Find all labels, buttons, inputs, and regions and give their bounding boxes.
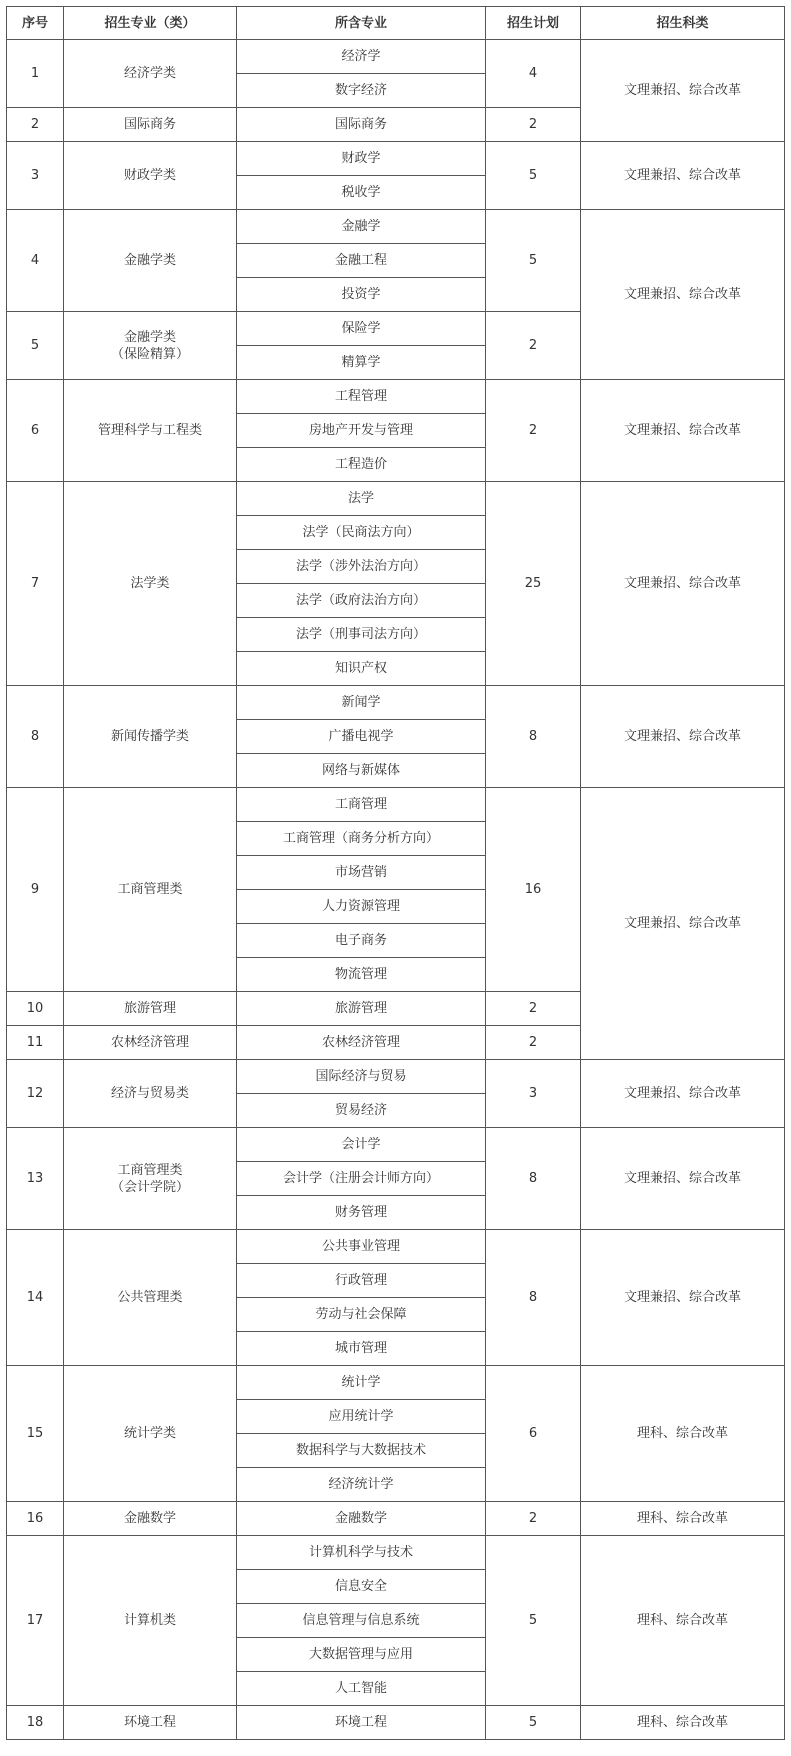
table-row (7, 40, 785, 74)
subject-category: 文理兼招、综合改革 (581, 1128, 785, 1230)
row-index: 15 (7, 1366, 64, 1502)
program-group-name-line: 经济与贸易类 (110, 1086, 189, 1101)
subject-category: 文理兼招、综合改革 (581, 1230, 785, 1366)
enrollment-count: 16 (486, 788, 581, 992)
table-row (7, 380, 785, 414)
enrollment-count: 2 (486, 992, 581, 1026)
row-index: 2 (7, 108, 64, 142)
major-name: 精算学 (237, 346, 486, 380)
program-group-name (64, 1706, 237, 1740)
program-group-name-line: 经济学类 (123, 66, 176, 81)
table-row (7, 482, 785, 516)
major-name: 电子商务 (237, 924, 486, 958)
major-name: 贸易经济 (237, 1094, 486, 1128)
subject-category: 文理兼招、综合改革 (581, 788, 785, 1060)
header-included-majors: 所含专业 (237, 7, 486, 40)
table-row (7, 788, 785, 822)
row-index: 17 (7, 1536, 64, 1706)
enrollment-count: 6 (486, 1366, 581, 1502)
program-group-name (64, 108, 237, 142)
enrollment-count: 3 (486, 1060, 581, 1128)
major-name: 人力资源管理 (237, 890, 486, 924)
row-index: 12 (7, 1060, 64, 1128)
program-group-name-line: （保险精算） (110, 346, 189, 362)
program-group-name-line: 农林经济管理 (110, 1035, 189, 1050)
program-group-name (64, 1502, 237, 1536)
program-group-name-line: 工商管理类 (117, 882, 183, 897)
major-name: 城市管理 (237, 1332, 486, 1366)
program-group-name (64, 380, 237, 482)
row-index: 3 (7, 142, 64, 210)
major-name: 环境工程 (237, 1706, 486, 1740)
table-row (7, 1366, 785, 1400)
major-name: 信息管理与信息系统 (237, 1604, 486, 1638)
major-name: 信息安全 (237, 1570, 486, 1604)
subject-category: 理科、综合改革 (581, 1366, 785, 1502)
enrollment-count: 8 (486, 686, 581, 788)
program-group-name-line: 金融学类 (123, 329, 176, 345)
table-row (7, 210, 785, 244)
subject-category: 文理兼招、综合改革 (581, 380, 785, 482)
program-group-name (64, 482, 237, 686)
row-index: 13 (7, 1128, 64, 1230)
subject-category: 文理兼招、综合改革 (581, 210, 785, 380)
table-row (7, 1230, 785, 1264)
enrollment-table-container (6, 6, 785, 1740)
row-index: 4 (7, 210, 64, 312)
program-group-name-line: 统计学类 (123, 1426, 176, 1441)
subject-category: 理科、综合改革 (581, 1706, 785, 1740)
major-name: 工商管理 (237, 788, 486, 822)
row-index: 6 (7, 380, 64, 482)
program-group-name (64, 1230, 237, 1366)
program-group-name-line: 财政学类 (123, 168, 176, 183)
row-index: 7 (7, 482, 64, 686)
major-name: 广播电视学 (237, 720, 486, 754)
major-name: 法学（民商法方向） (237, 516, 486, 550)
program-group-name (64, 312, 237, 380)
table-row (7, 1502, 785, 1536)
header-enrollment-plan: 招生计划 (486, 7, 581, 40)
major-name: 工商管理（商务分析方向） (237, 822, 486, 856)
major-name: 金融工程 (237, 244, 486, 278)
table-row (7, 1536, 785, 1570)
subject-category: 文理兼招、综合改革 (581, 142, 785, 210)
subject-category: 文理兼招、综合改革 (581, 482, 785, 686)
major-name: 公共事业管理 (237, 1230, 486, 1264)
major-name: 数字经济 (237, 74, 486, 108)
table-body (7, 40, 785, 1740)
program-group-name-line: 金融数学 (123, 1511, 176, 1526)
program-group-name-line: 计算机类 (123, 1613, 176, 1628)
program-group-name-line: 公共管理类 (117, 1290, 183, 1305)
enrollment-count: 5 (486, 1536, 581, 1706)
program-group-name (64, 1536, 237, 1706)
major-name: 经济学 (237, 40, 486, 74)
program-group-name (64, 686, 237, 788)
subject-category: 理科、综合改革 (581, 1536, 785, 1706)
program-group-name (64, 142, 237, 210)
major-name: 经济统计学 (237, 1468, 486, 1502)
major-name: 法学（涉外法治方向） (237, 550, 486, 584)
program-group-name-line: 金融学类 (123, 253, 176, 268)
major-name: 大数据管理与应用 (237, 1638, 486, 1672)
enrollment-count: 8 (486, 1128, 581, 1230)
major-name: 劳动与社会保障 (237, 1298, 486, 1332)
subject-category: 文理兼招、综合改革 (581, 40, 785, 142)
major-name: 法学（刑事司法方向） (237, 618, 486, 652)
program-group-name (64, 40, 237, 108)
row-index: 10 (7, 992, 64, 1026)
header-program-group: 招生专业（类） (64, 7, 237, 40)
enrollment-count: 2 (486, 1502, 581, 1536)
program-group-name (64, 788, 237, 992)
major-name: 网络与新媒体 (237, 754, 486, 788)
major-name: 财政学 (237, 142, 486, 176)
enrollment-count: 2 (486, 108, 581, 142)
subject-category: 理科、综合改革 (581, 1502, 785, 1536)
table-row (7, 1706, 785, 1740)
table-row (7, 1128, 785, 1162)
row-index: 16 (7, 1502, 64, 1536)
major-name: 保险学 (237, 312, 486, 346)
table-row (7, 142, 785, 176)
program-group-name (64, 992, 237, 1026)
program-group-name (64, 1026, 237, 1060)
program-group-name-line: 工商管理类 (117, 1162, 183, 1178)
program-group-name-line: 国际商务 (123, 117, 176, 132)
header-row (7, 7, 785, 40)
major-name: 金融学 (237, 210, 486, 244)
major-name: 会计学（注册会计师方向） (237, 1162, 486, 1196)
enrollment-count: 8 (486, 1230, 581, 1366)
major-name: 财务管理 (237, 1196, 486, 1230)
program-group-name (64, 1366, 237, 1502)
header-subject-category: 招生科类 (581, 7, 785, 40)
major-name: 计算机科学与技术 (237, 1536, 486, 1570)
table-row (7, 686, 785, 720)
major-name: 行政管理 (237, 1264, 486, 1298)
major-name: 法学 (237, 482, 486, 516)
row-index: 14 (7, 1230, 64, 1366)
major-name: 法学（政府法治方向） (237, 584, 486, 618)
header-index: 序号 (7, 7, 64, 40)
program-group-name-line: 新闻传播学类 (110, 729, 189, 744)
program-group-name (64, 210, 237, 312)
program-group-name (64, 1060, 237, 1128)
subject-category: 文理兼招、综合改革 (581, 1060, 785, 1128)
enrollment-plan-table (6, 6, 785, 1740)
enrollment-count: 5 (486, 210, 581, 312)
major-name: 旅游管理 (237, 992, 486, 1026)
major-name: 统计学 (237, 1366, 486, 1400)
enrollment-count: 4 (486, 40, 581, 108)
major-name: 数据科学与大数据技术 (237, 1434, 486, 1468)
major-name: 国际经济与贸易 (237, 1060, 486, 1094)
major-name: 人工智能 (237, 1672, 486, 1706)
major-name: 工程造价 (237, 448, 486, 482)
enrollment-count: 5 (486, 1706, 581, 1740)
major-name: 会计学 (237, 1128, 486, 1162)
enrollment-count: 5 (486, 142, 581, 210)
row-index: 8 (7, 686, 64, 788)
program-group-name-line: （会计学院） (110, 1179, 189, 1195)
major-name: 市场营销 (237, 856, 486, 890)
program-group-name-line: 法学类 (130, 576, 170, 591)
program-group-name-line: 管理科学与工程类 (97, 423, 202, 438)
major-name: 应用统计学 (237, 1400, 486, 1434)
program-group-name-line: 旅游管理 (123, 1001, 176, 1016)
major-name: 物流管理 (237, 958, 486, 992)
subject-category: 文理兼招、综合改革 (581, 686, 785, 788)
table-row (7, 1060, 785, 1094)
major-name: 知识产权 (237, 652, 486, 686)
major-name: 金融数学 (237, 1502, 486, 1536)
enrollment-count: 2 (486, 312, 581, 380)
major-name: 房地产开发与管理 (237, 414, 486, 448)
row-index: 1 (7, 40, 64, 108)
major-name: 国际商务 (237, 108, 486, 142)
enrollment-count: 2 (486, 380, 581, 482)
enrollment-count: 2 (486, 1026, 581, 1060)
major-name: 新闻学 (237, 686, 486, 720)
major-name: 农林经济管理 (237, 1026, 486, 1060)
row-index: 18 (7, 1706, 64, 1740)
row-index: 5 (7, 312, 64, 380)
program-group-name (64, 1128, 237, 1230)
program-group-name-line: 环境工程 (123, 1715, 176, 1730)
row-index: 11 (7, 1026, 64, 1060)
enrollment-count: 25 (486, 482, 581, 686)
major-name: 税收学 (237, 176, 486, 210)
major-name: 工程管理 (237, 380, 486, 414)
row-index: 9 (7, 788, 64, 992)
major-name: 投资学 (237, 278, 486, 312)
